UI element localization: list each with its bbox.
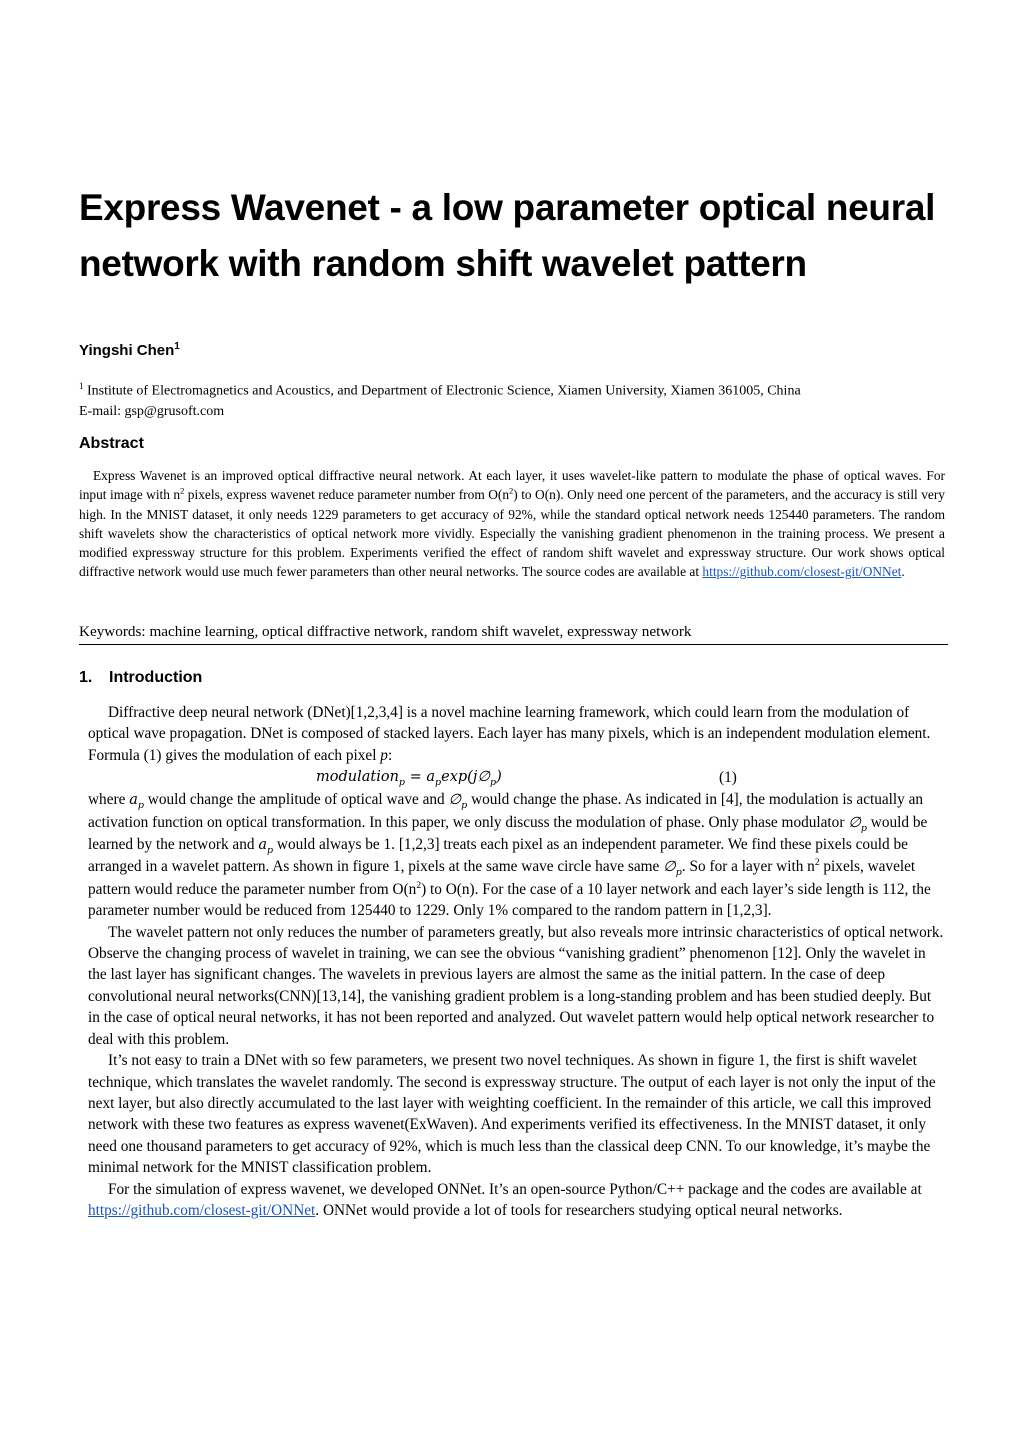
intro-p2-b: would change the amplitude of optical wave and xyxy=(143,791,449,809)
formula-close: ) xyxy=(496,769,502,786)
math-phi-sub-3: p xyxy=(675,867,682,879)
formula-lhs: modulation xyxy=(316,769,399,786)
formula-number: (1) xyxy=(719,769,737,787)
math-phi-p-2 xyxy=(848,814,867,834)
affiliation-text: Institute of Electromagnetics and Acoustics, and Department of Electronic Science, Xiamen University, Xiamen 361005, China xyxy=(87,383,801,399)
math-a-sub: p xyxy=(137,800,144,812)
section-title: Introduction xyxy=(109,669,203,686)
math-phi-2: ∅ xyxy=(848,814,861,831)
intro-onnet-link[interactable]: https://github.com/closest-git/ONNet xyxy=(88,1201,316,1219)
affiliation-email: E-mail: gsp@grusoft.com xyxy=(79,403,225,419)
math-phi-sub: p xyxy=(461,800,468,812)
formula-exp: exp(j∅ xyxy=(441,769,490,786)
abstract-sup-a: 2 xyxy=(180,485,185,496)
intro-p1-var: p xyxy=(380,746,388,764)
formula-a-sub: p xyxy=(435,777,442,789)
author xyxy=(79,336,180,362)
abstract-heading: Abstract xyxy=(79,435,144,452)
author-name: Yingshi Chen xyxy=(79,342,175,359)
formula-a: a xyxy=(426,769,436,786)
intro-p1-end: : xyxy=(387,746,393,764)
intro-p2-a: where xyxy=(88,791,130,809)
intro-paragraph-4: It’s not easy to train a DNet with so few parameters, we present two novel techniques. As shown in figure 1, the first is shift wavelet technique, which translates the wavelet randomly. The second is expressway structure. The output of each layer is not only the input of the next layer, but also directly accumulated to the last layer with weighting coefficient. In the remainder of this article, we call this improved network with these two features as express wavenet(ExWaven). And experiments verified its effectiveness. In the MNIST dataset, it only need one thousand parameters to get accuracy of 92%, which is much less than the classical deep CNN. To our knowledge, it’s maybe the minimal network for the MNIST classification problem. xyxy=(88,1052,936,1177)
formula-expression xyxy=(316,766,502,789)
abstract-text-a: Express Wavenet is an improved optical diffractive neural network. At each layer, it uses wavelet-like pattern to modulate the phase of optical waves. For input image with n xyxy=(79,468,945,503)
math-phi-3: ∅ xyxy=(663,859,676,876)
intro-p2-h: ) to O(n). For the case of a 10 layer network and each layer’s side length is 112, the parameter number would be reduced from 125440 to 1229. Only 1% compared to the random pattern in [1,2,3]. xyxy=(88,880,931,920)
abstract-sup-b: 2 xyxy=(509,485,514,496)
formula-eq: = xyxy=(405,769,427,786)
affiliation xyxy=(79,376,959,422)
affiliation-sup: 1 xyxy=(79,381,84,391)
keywords: Keywords: machine learning, optical diffractive network, random shift wavelet, expressway network xyxy=(79,621,948,645)
intro-p5-b: . ONNet would provide a lot of tools for researchers studying optical neural networks. xyxy=(315,1201,843,1219)
intro-paragraph-3: The wavelet pattern not only reduces the number of parameters greatly, but also reveals more intrinsic characteristics of optical network. Observe the changing process of wavelet in training, we can see the obvious “vanishing gradient” phenomenon [12]. Only the wavelet in the last layer has significant changes. The wavelets in previous layers are almost the same as the initial pattern. In the case of deep convolutional neural networks(CNN)[13,14], the vanishing gradient problem is a long-standing problem and has been studied deeply. But in the case of optical neural networks, it has not been reported and analyzed. Out wavelet pattern would help optical network researcher to deal with this problem. xyxy=(88,923,944,1048)
author-sup: 1 xyxy=(174,341,180,352)
intro-p2-sup-2: 2 xyxy=(416,880,422,891)
intro-paragraph-2 xyxy=(88,789,944,921)
section-number: 1. xyxy=(79,669,93,686)
intro-p5-a: For the simulation of express wavenet, we developed ONNet. It’s an open-source Python/C++ package and the codes are available at xyxy=(108,1180,922,1198)
abstract-body xyxy=(79,466,945,582)
abstract-text-c: ) to O(n). Only need one percent of the parameters, and the accuracy is still very high. In the MNIST dataset, it only needs 1229 parameters to get accuracy of 92%, while the standard optical network needs 125440 parameters. The random shift wavelets show the characteristics of optical network more vividly. Especially the vanishing gradient phenomenon in the training process. We present a modified expressway structure for this problem. Experiments verified the effect of random shift wavelet and expressway structure. Our work shows optical diffractive network would use much fewer parameters than other neural networks. The source codes are available at xyxy=(79,487,946,580)
abstract-text-end: . xyxy=(901,564,905,580)
introduction-body xyxy=(88,702,944,1221)
intro-p2-sup-1: 2 xyxy=(814,858,820,869)
intro-p1-text: Diffractive deep neural network (DNet)[1,2,3,4] is a novel machine learning framework, which could learn from the modulation of optical wave propagation. DNet is composed of stacked layers. Each layer has many pixels, which is an independent modulation element. Formula (1) gives the modulation of each pixel xyxy=(88,704,931,764)
math-phi-p-3 xyxy=(663,859,682,879)
math-a-sub-2: p xyxy=(266,844,274,856)
intro-paragraph-5 xyxy=(88,1179,944,1222)
abstract-text-b: pixels, express wavenet reduce parameter number from O(n xyxy=(184,487,510,503)
section-heading-introduction xyxy=(79,667,202,689)
intro-paragraph-1 xyxy=(88,702,944,766)
intro-p2-g: pixels, wavelet pattern would reduce the parameter number from O(n xyxy=(88,858,916,898)
intro-p2-d: would be learned by the network and xyxy=(88,813,928,854)
intro-p2-c: would change the phase. As indicated in [4], the modulation is actually an activation function on optical transformation. In this paper, we only discuss the modulation of phase. Only phase modulator xyxy=(88,791,924,831)
formula-lhs-sub: p xyxy=(398,777,406,789)
formula-phi-sub: p xyxy=(489,777,497,789)
math-phi: ∅ xyxy=(448,792,462,809)
affiliation-line xyxy=(79,376,959,402)
math-phi-p xyxy=(448,792,468,812)
title-line-2: network with random shift wavelet pattern xyxy=(79,243,807,284)
math-a: a xyxy=(129,792,138,809)
title-line-1: Express Wavenet - a low parameter optical neural xyxy=(79,187,936,228)
math-a-2: a xyxy=(258,837,267,854)
intro-p2-f: . So for a layer with n xyxy=(681,858,815,876)
math-a-p-2 xyxy=(258,837,274,856)
abstract-source-link[interactable]: https://github.com/closest-git/ONNet xyxy=(702,564,902,580)
math-a-p xyxy=(129,792,144,812)
intro-p2-e: would always be 1. [1,2,3] treats each pixel as an independent parameter. We find these pixels could be arranged in a wavelet pattern. As shown in figure 1, pixels at the same wave circle have same xyxy=(88,836,908,876)
paper-title xyxy=(79,180,959,292)
math-phi-sub-2: p xyxy=(860,822,867,834)
formula-1 xyxy=(88,766,944,789)
